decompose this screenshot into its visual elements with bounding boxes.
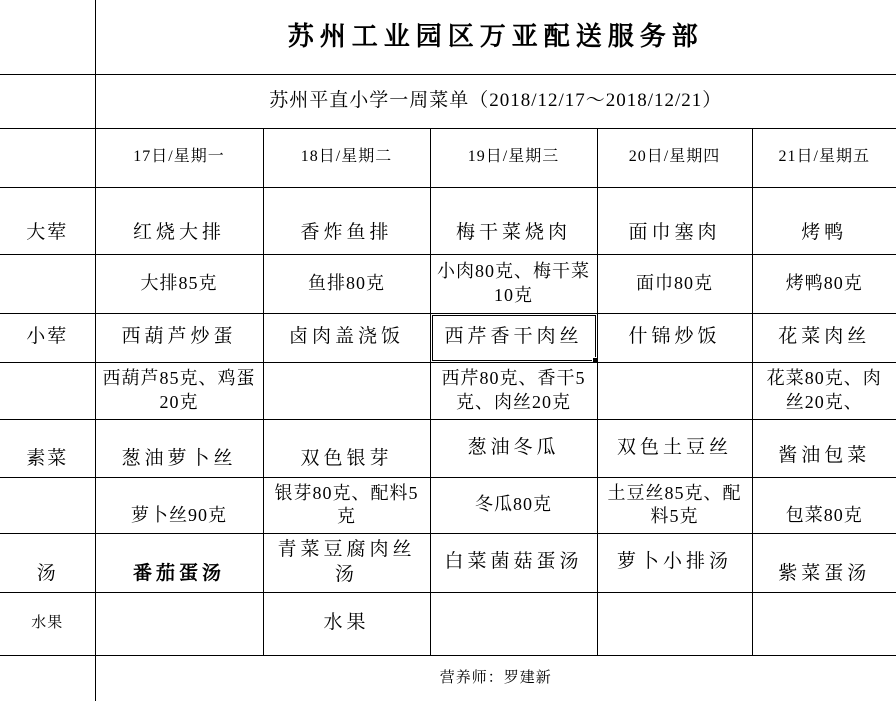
dahun-gram-row bbox=[0, 254, 896, 313]
cell-xiaohun-grams-thu[interactable] bbox=[597, 362, 752, 419]
cell-dahun-grams-fri[interactable]: 烤鸭80克 bbox=[752, 254, 896, 313]
cell-tang-wed[interactable]: 白菜菌菇蛋汤 bbox=[430, 533, 597, 592]
title-row bbox=[0, 0, 896, 74]
row-label-sucai[interactable]: 素菜 bbox=[0, 419, 95, 477]
cell-sucai-grams-fri[interactable]: 包菜80克 bbox=[752, 477, 896, 533]
cell-dahun-grams-thu[interactable]: 面巾80克 bbox=[597, 254, 752, 313]
cell-tang-tue[interactable]: 青菜豆腐肉丝汤 bbox=[263, 533, 430, 592]
cell-sucai-thu[interactable]: 双色土豆丝 bbox=[597, 419, 752, 477]
cell-sucai-mon[interactable]: 葱油萝卜丝 bbox=[95, 419, 263, 477]
cell-dahun-thu[interactable]: 面巾塞肉 bbox=[597, 187, 752, 254]
cell-sucai-grams-wed[interactable]: 冬瓜80克 bbox=[430, 477, 597, 533]
cell-dahun-wed[interactable]: 梅干菜烧肉 bbox=[430, 187, 597, 254]
cell-xiaohun-wed-selected[interactable] bbox=[430, 313, 597, 362]
cell-dahun-grams-tue[interactable]: 鱼排80克 bbox=[263, 254, 430, 313]
cell-shuiguo-tue[interactable]: 水果 bbox=[263, 592, 430, 655]
day-header-mon[interactable]: 17日/星期一 bbox=[95, 128, 263, 187]
cell-dahun-mon[interactable]: 红烧大排 bbox=[95, 187, 263, 254]
cell-tang-fri[interactable]: 紫菜蛋汤 bbox=[752, 533, 896, 592]
cell-xiaohun-grams-mon[interactable]: 西葫芦85克、鸡蛋20克 bbox=[95, 362, 263, 419]
cell-tang-mon[interactable]: 番茄蛋汤 bbox=[95, 533, 263, 592]
cell-xiaohun-thu[interactable]: 什锦炒饭 bbox=[597, 313, 752, 362]
blank-label-cell[interactable] bbox=[0, 128, 95, 187]
tang-row bbox=[0, 533, 896, 592]
cell-xiaohun-fri[interactable]: 花菜肉丝 bbox=[752, 313, 896, 362]
day-header-tue[interactable]: 18日/星期二 bbox=[263, 128, 430, 187]
footer-row bbox=[0, 655, 896, 701]
menu-subtitle[interactable]: 苏州平直小学一周菜单（2018/12/17～2018/12/21） bbox=[95, 74, 896, 128]
blank-label-cell[interactable] bbox=[0, 477, 95, 533]
cell-sucai-fri[interactable]: 酱油包菜 bbox=[752, 419, 896, 477]
row-label-xiaohun[interactable]: 小荤 bbox=[0, 313, 95, 362]
cell-sucai-tue[interactable]: 双色银芽 bbox=[263, 419, 430, 477]
cell-sucai-grams-mon[interactable]: 萝卜丝90克 bbox=[95, 477, 263, 533]
cell-xiaohun-grams-tue[interactable] bbox=[263, 362, 430, 419]
corner-blank-cell[interactable] bbox=[0, 0, 95, 74]
day-header-wed[interactable]: 19日/星期三 bbox=[430, 128, 597, 187]
shuiguo-row bbox=[0, 592, 896, 655]
row-label-tang[interactable]: 汤 bbox=[0, 533, 95, 592]
dahun-dish-row bbox=[0, 187, 896, 254]
cell-tang-thu[interactable]: 萝卜小排汤 bbox=[597, 533, 752, 592]
blank-label-cell[interactable] bbox=[0, 362, 95, 419]
cell-xiaohun-grams-fri[interactable]: 花菜80克、肉丝20克、 bbox=[752, 362, 896, 419]
cell-dahun-tue[interactable]: 香炸鱼排 bbox=[263, 187, 430, 254]
cell-xiaohun-tue[interactable]: 卤肉盖浇饭 bbox=[263, 313, 430, 362]
subtitle-row bbox=[0, 74, 896, 128]
day-header-fri[interactable]: 21日/星期五 bbox=[752, 128, 896, 187]
blank-label-cell[interactable] bbox=[0, 655, 95, 701]
doc-title[interactable]: 苏州工业园区万亚配送服务部 bbox=[95, 0, 896, 74]
xiaohun-dish-row bbox=[0, 313, 896, 362]
nutritionist-note[interactable]: 营养师：罗建新 bbox=[95, 655, 896, 701]
cell-sucai-grams-tue[interactable]: 银芽80克、配料5克 bbox=[263, 477, 430, 533]
selection-handle[interactable] bbox=[592, 357, 598, 363]
cell-xiaohun-grams-wed[interactable]: 西芹80克、香干5克、肉丝20克 bbox=[430, 362, 597, 419]
day-header-row bbox=[0, 128, 896, 187]
cell-shuiguo-thu[interactable] bbox=[597, 592, 752, 655]
cell-shuiguo-mon[interactable] bbox=[95, 592, 263, 655]
xiaohun-gram-row bbox=[0, 362, 896, 419]
row-label-shuiguo[interactable]: 水果 bbox=[0, 592, 95, 655]
blank-label-cell[interactable] bbox=[0, 74, 95, 128]
selected-cell-text: 西芹香干肉丝 bbox=[444, 326, 583, 348]
cell-dahun-grams-wed[interactable]: 小肉80克、梅干菜10克 bbox=[430, 254, 597, 313]
cell-dahun-grams-mon[interactable]: 大排85克 bbox=[95, 254, 263, 313]
cell-shuiguo-wed[interactable] bbox=[430, 592, 597, 655]
cell-sucai-wed[interactable]: 葱油冬瓜 bbox=[430, 419, 597, 477]
sucai-dish-row bbox=[0, 419, 896, 477]
cell-xiaohun-mon[interactable]: 西葫芦炒蛋 bbox=[95, 313, 263, 362]
blank-label-cell[interactable] bbox=[0, 254, 95, 313]
cell-sucai-grams-thu[interactable]: 土豆丝85克、配料5克 bbox=[597, 477, 752, 533]
day-header-thu[interactable]: 20日/星期四 bbox=[597, 128, 752, 187]
cell-shuiguo-fri[interactable] bbox=[752, 592, 896, 655]
row-label-dahun[interactable]: 大荤 bbox=[0, 187, 95, 254]
cell-dahun-fri[interactable]: 烤鸭 bbox=[752, 187, 896, 254]
sucai-gram-row bbox=[0, 477, 896, 533]
